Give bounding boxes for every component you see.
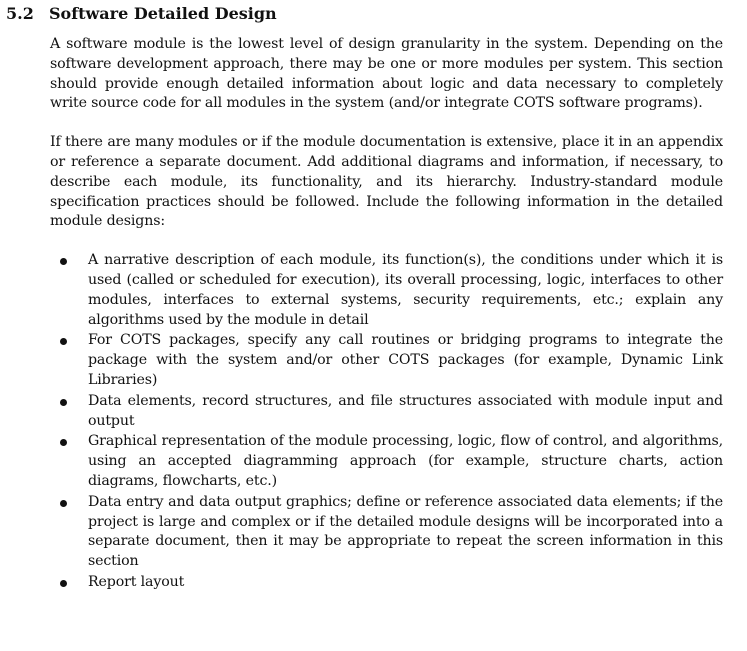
bullet-dot-icon <box>60 399 67 406</box>
bullet-dot-icon <box>60 439 67 446</box>
bullet-item <box>50 251 723 330</box>
paragraph-modules: If there are many modules or if the module documentation is extensive, place it in an appendix or reference a separate document. Add additional diagrams and information, if necessary, to describe each module, its functionality, and its hierarchy. Industry-standard module specification practices should be followed. Include the following information in the detailed module designs: <box>50 134 723 230</box>
bullet-item <box>50 573 723 593</box>
bullet-text: Report layout <box>88 573 185 590</box>
bullet-text: Data elements, record structures, and file structures associated with module input and output <box>88 392 723 429</box>
bullet-item <box>50 392 723 432</box>
section-heading <box>6 4 277 24</box>
bullet-item <box>50 493 723 572</box>
bullet-list <box>50 251 723 593</box>
section-number: 5.2 <box>6 4 34 23</box>
paragraph-intro: A software module is the lowest level of design granularity in the system. Depending on the software development approach, there may be one or more modules per system. This section should provide enough detailed information about logic and data necessary to completely write source code for all modules in the system (and/or integrate COTS software programs). <box>50 36 723 112</box>
bullet-text: A narrative description of each module, its function(s), the conditions under which it is used (called or scheduled for execution), its overall processing, logic, interfaces to other modules, interfaces to external systems, security requirements, etc.; explain any algorithms used by the module in detail <box>88 252 723 328</box>
section-body <box>50 35 723 594</box>
bullet-dot-icon <box>60 258 67 265</box>
bullet-dot-icon <box>60 500 67 507</box>
section-title: Software Detailed Design <box>49 4 277 23</box>
bullet-text: Graphical representation of the module processing, logic, flow of control, and algorithms, using an accepted diagramming approach (for example, structure charts, action diagrams, flowcharts, etc.) <box>88 433 723 489</box>
bullet-item <box>50 432 723 491</box>
bullet-dot-icon <box>60 338 67 345</box>
bullet-text: For COTS packages, specify any call routines or bridging programs to integrate the package with the system and/or other COTS packages (for example, Dynamic Link Libraries) <box>88 332 723 388</box>
bullet-item <box>50 331 723 390</box>
bullet-text: Data entry and data output graphics; define or reference associated data elements; if the project is large and complex or if the detailed module designs will be incorporated into a separate document, then it may be appropriate to repeat the screen information in this section <box>88 493 723 570</box>
bullet-dot-icon <box>60 580 67 587</box>
